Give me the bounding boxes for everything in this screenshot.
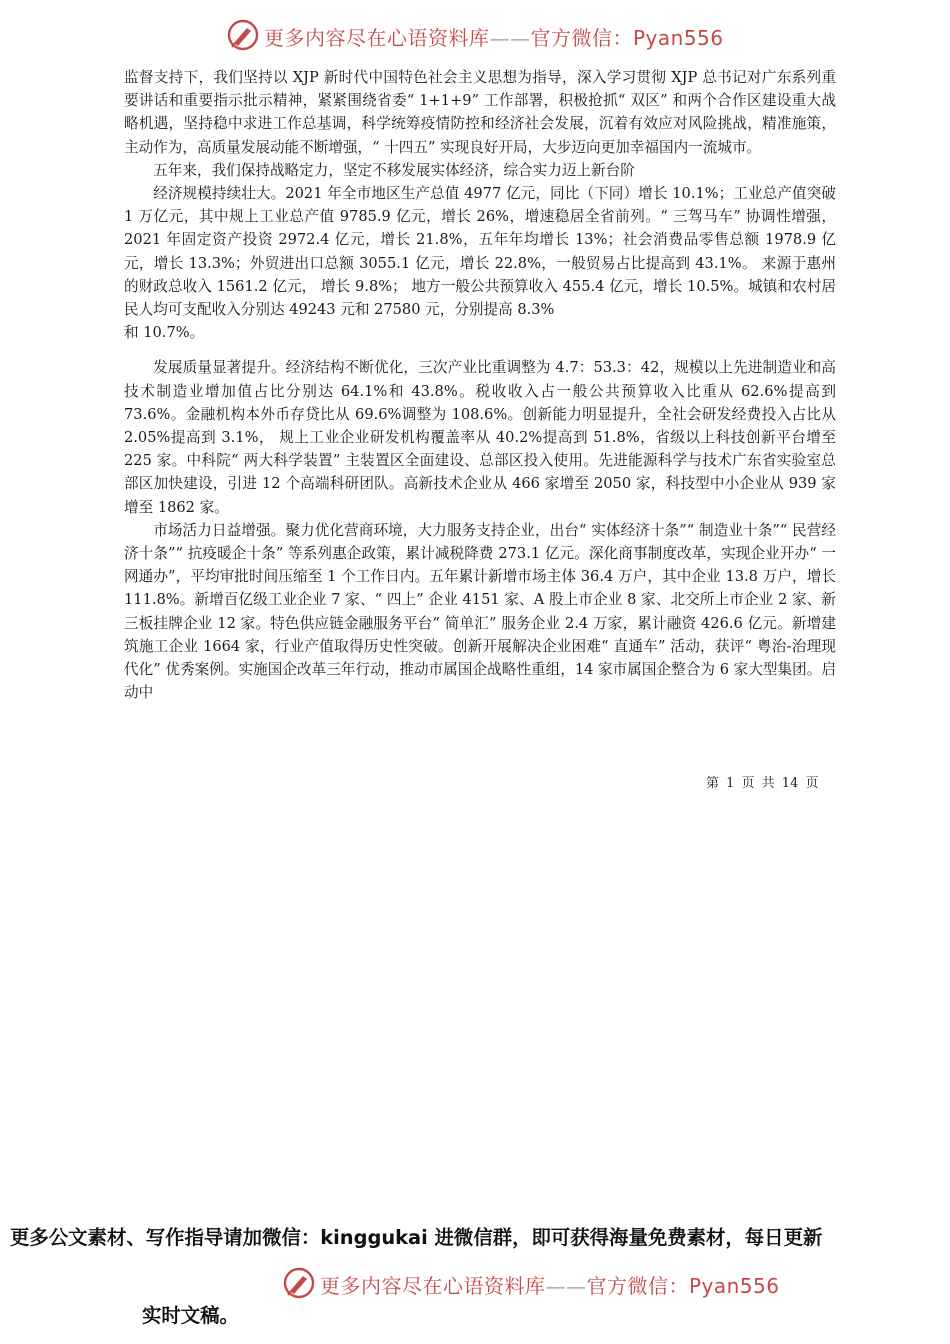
watermark-wechat-id: Pyan556 — [689, 1274, 780, 1298]
watermark-separator: —— — [489, 26, 531, 50]
page-number: 第 1 页 共 14 页 — [706, 776, 819, 791]
document-body — [124, 66, 836, 704]
watermark-separator: —— — [545, 1274, 587, 1298]
paragraph-6: 市场活力日益增强。聚力优化营商环境，大力服务支持企业，出台“ 实体经济十条”“ 制造业十条”“ 民营经济十条”“ 抗疫暖企十条” 等系列惠企政策，累计减税降费 273.1 亿元。深化商事制度改革，实现企业开办“ 一网通办”，平均审批时间压缩至 1 个工作日内。五年累计新增市场主体 36.4 万户，其中企业 13.8 万户，增长 111.8%。新增百亿级工业企业 7 家、“ 四上” 企业 4151 家、A 股上市企业 8 家、北交所上市企业 2 家、新三板挂牌企业 12 家。特色供应链金融服务平台“ 简单汇” 服务企业 2.4 万家，累计融资 426.6 亿元。新增建筑施工企业 1664 家，行业产值取得历史性突破。创新开展解决企业困难“ 直通车” 活动，获评“ 粤治-治理现代化” 优秀案例。实施国企改革三年行动，推动市属国企战略性重组，14 家市属国企整合为 6 家大型集团。启动中 — [124, 521, 836, 702]
watermark-text — [264, 22, 724, 51]
pen-logo-icon — [282, 1266, 316, 1300]
paragraph-2: 五年来，我们保持战略定力，坚定不移发展实体经济，综合实力迈上新台阶 — [153, 161, 635, 179]
watermark-wechat-id: Pyan556 — [633, 26, 724, 50]
paragraph-4: 和 10.7%。 — [124, 324, 205, 342]
promo-banner-line-2: 实时文稿。 — [142, 1304, 239, 1327]
paragraph-1: 监督支持下，我们坚持以 XJP 新时代中国特色社会主义思想为指导，深入学习贯彻 XJP 总书记对广东系列重要讲话和重要指示批示精神，紧紧围绕省委“ 1+1+9” 工作部署，积极抢抓“ 双区” 和两个合作区建设重大战略机遇，坚持稳中求进工作总基调，科学统筹疫情防控和经济社会发展，沉着有效应对风险挑战，精准施策，主动作为，高质量发展动能不断增强，“ 十四五” 实现良好开局，大步迈向更加幸福国内一流城市。 — [124, 69, 836, 156]
watermark-footer — [0, 1264, 950, 1304]
watermark-label: 官方微信： — [586, 1274, 689, 1298]
promo-banner-line-1: 更多公文素材、写作指导请加微信：kinggukai 进微信群，即可获得海量免费素材，每日更新 — [10, 1226, 823, 1249]
watermark-label: 官方微信： — [530, 26, 633, 50]
paragraph-5: 发展质量显著提升。经济结构不断优化，三次产业比重调整为 4.7：53.3：42，规模以上先进制造业和高技术制造业增加值占比分别达 64.1%和 43.8%。税收收入占一般公共预算收入比重从 62.6%提高到 73.6%。金融机构本外币存贷比从 69.6%调整为 108.6%。创新能力明显提升，全社会研发经费投入占比从 2.05%提高到 3.1%， 规上工业企业研发机构覆盖率从 40.2%提高到 51.8%，省级以上科技创新平台增至 225 家。中科院“ 两大科学装置” 主装置区全面建设、总部区投入使用。先进能源科学与技术广东省实验室总部区加快建设，引进 12 个高端科研团队。高新技术企业从 466 家增至 2050 家，科技型中小企业从 939 家增至 1862 家。 — [124, 359, 836, 516]
watermark-title: 更多内容尽在心语资料库 — [320, 1274, 546, 1298]
watermark-text — [320, 1270, 780, 1299]
paragraph-3: 经济规模持续壮大。2021 年全市地区生产总值 4977 亿元，同比（下同）增长 10.1%；工业总产值突破 1 万亿元，其中规上工业总产值 9785.9 亿元，增长 26%，增速稳居全省前列。“ 三驾马车” 协调性增强，2021 年固定资产投资 2972.4 亿元，增长 21.8%，五年年均增长 13%；社会消费品零售总额 1978.9 亿元，增长 13.3%；外贸进出口总额 3055.1 亿元，增长 22.8%，一般贸易占比提高到 43.1%。 来源于惠州的财政总收入 1561.2 亿元， 增长 9.8%； 地方一般公共预算收入 455.4 亿元，增长 10.5%。城镇和农村居民人均可支配收入分别达 49243 元和 27580 元，分别提高 8.3% — [124, 185, 836, 319]
watermark-title: 更多内容尽在心语资料库 — [264, 26, 490, 50]
watermark-header — [0, 16, 950, 56]
pen-logo-icon — [226, 18, 260, 52]
